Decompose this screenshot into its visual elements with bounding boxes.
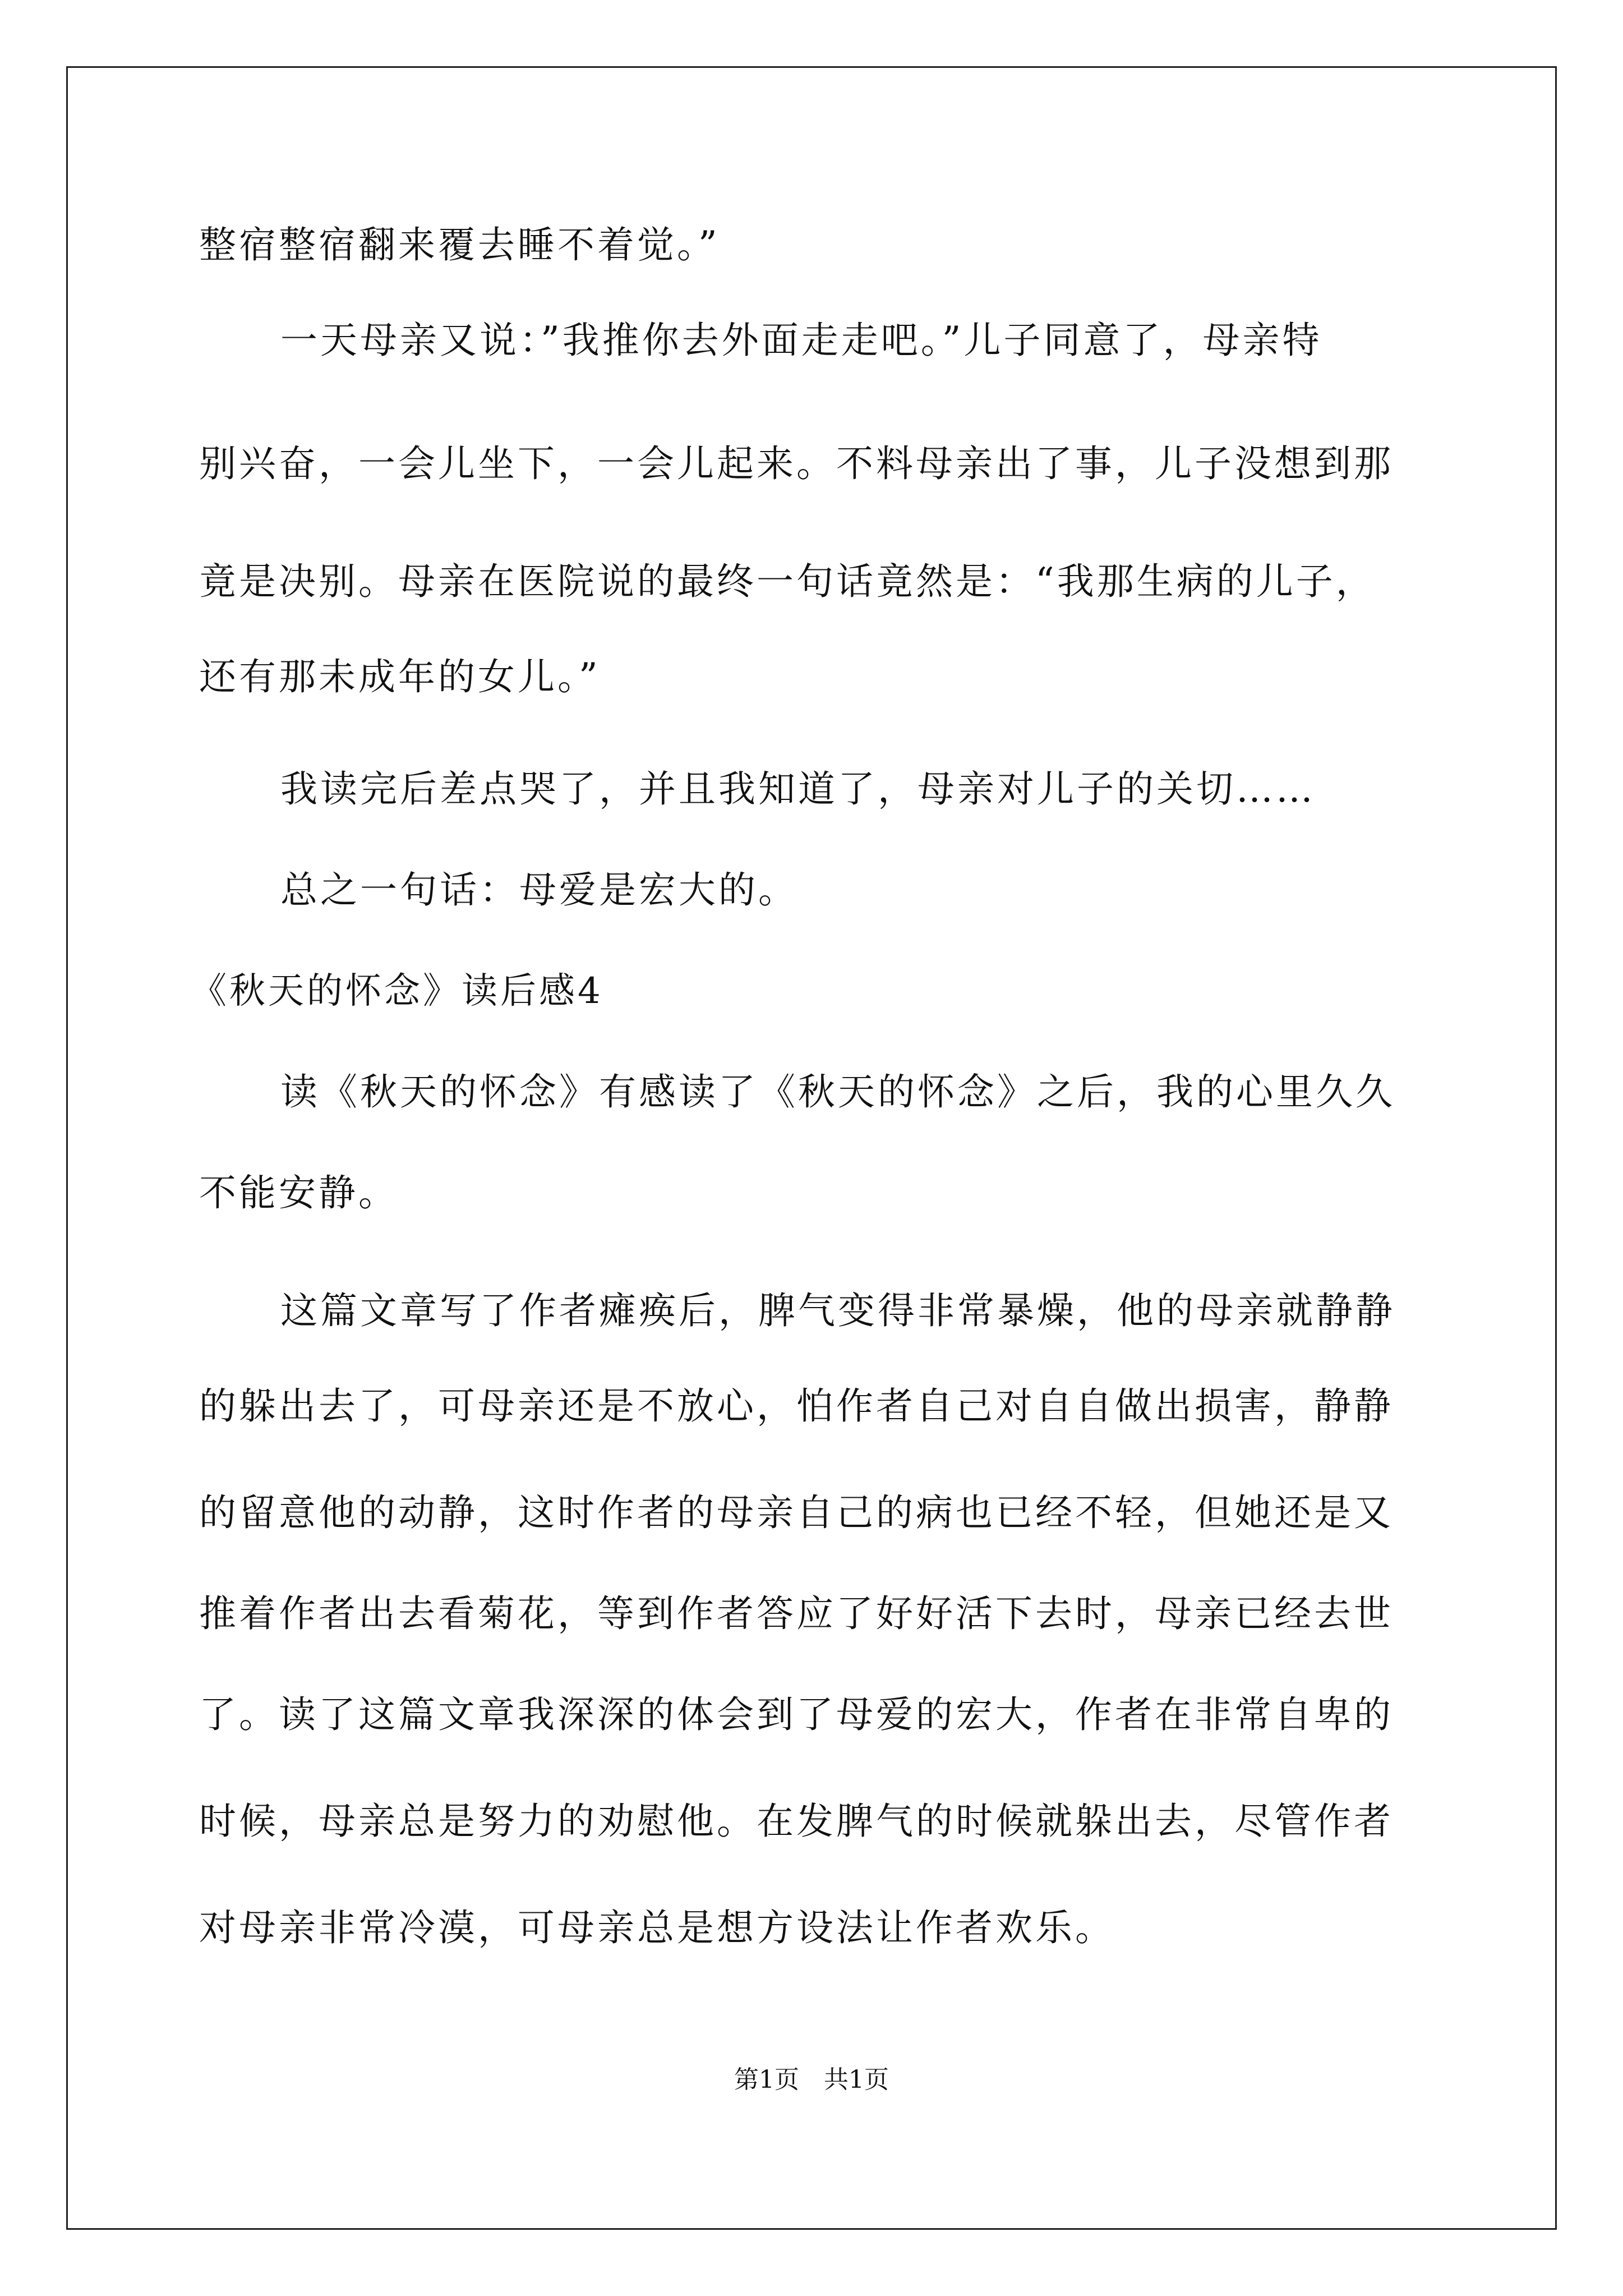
- text-line-7: 总之一句话：母爱是宏大的。: [280, 868, 798, 912]
- text-line-9: 读《秋天的怀念》有感读了《秋天的怀念》之后，我的心里久久: [280, 1070, 1395, 1114]
- page-footer: 第1页 共1页: [734, 2065, 889, 2094]
- text-line-2: 一天母亲又说：”我推你去外面走走吧。”儿子同意了，母亲特: [280, 319, 1322, 362]
- text-line-12: 的躲出去了，可母亲还是不放心，怕作者自己对自自做出损害，静静: [199, 1384, 1394, 1428]
- text-line-4: 竟是决别。母亲在医院说的最终一句话竟然是：“我那生病的儿子，: [199, 560, 1376, 603]
- text-line-17: 对母亲非常冷漠，可母亲总是想方设法让作者欢乐。: [199, 1906, 1115, 1949]
- text-line-15: 了。读了这篇文章我深深的体会到了母爱的宏大，作者在非常自卑的: [199, 1693, 1394, 1736]
- text-line-11: 这篇文章写了作者瘫痪后，脾气变得非常暴燥，他的母亲就静静: [280, 1289, 1395, 1332]
- text-line-6: 我读完后差点哭了，并且我知道了，母亲对儿子的关切……: [280, 767, 1316, 811]
- text-line-1: 整宿整宿翻来覆去睡不着觉。”: [199, 223, 720, 266]
- section-heading: 《秋天的怀念》读后感4: [191, 970, 603, 1012]
- text-line-14: 推着作者出去看菊花，等到作者答应了好好活下去时，母亲已经去世: [199, 1592, 1394, 1635]
- text-line-16: 时候，母亲总是努力的劝慰他。在发脾气的时候就躲出去，尽管作者: [199, 1800, 1394, 1843]
- text-line-3: 别兴奋，一会儿坐下，一会儿起来。不料母亲出了事，儿子没想到那: [199, 442, 1394, 485]
- text-line-13: 的留意他的动静，这时作者的母亲自己的病也已经不轻，但她还是又: [199, 1491, 1394, 1534]
- text-line-10: 不能安静。: [199, 1171, 398, 1214]
- text-line-5: 还有那未成年的女儿。”: [199, 655, 601, 698]
